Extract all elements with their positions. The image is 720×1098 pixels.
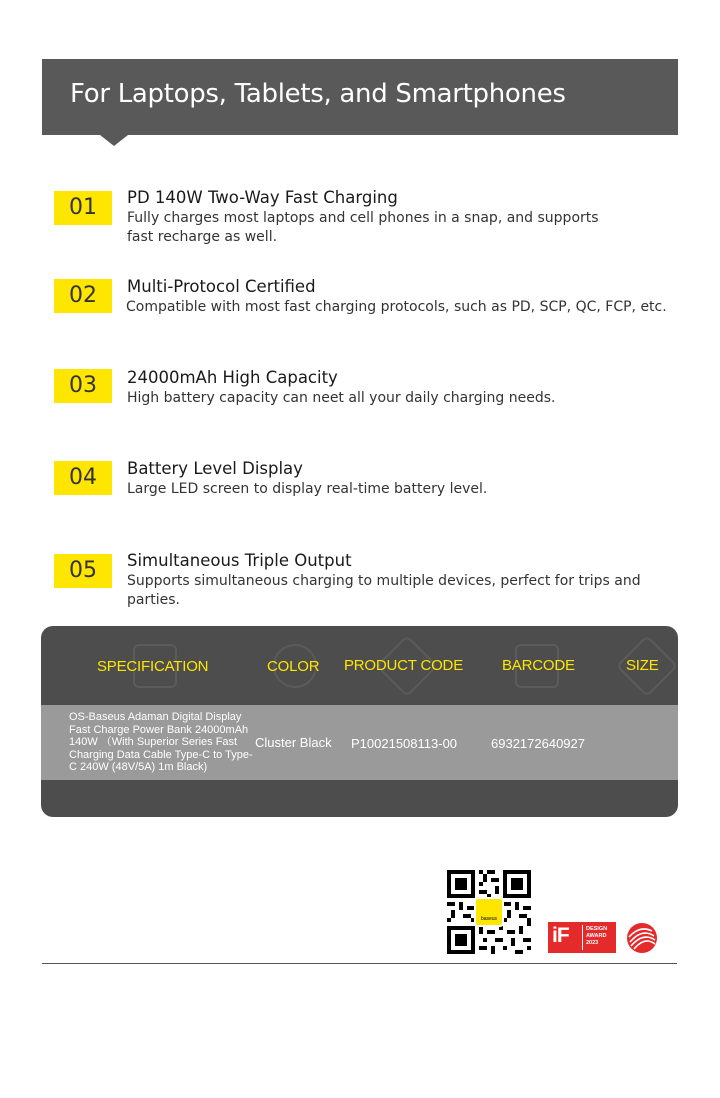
feature-description: High battery capacity can neet all your daily charging needs. (127, 390, 556, 406)
feature-title: Simultaneous Triple Output (127, 551, 352, 570)
if-logo-line: AWARD (586, 933, 607, 939)
table-row (41, 705, 678, 780)
feature-number-badge: 02 (54, 279, 112, 313)
header-size: SIZE (626, 657, 659, 674)
baseus-logo-text: baseus (480, 916, 498, 922)
if-logo-line: 2023 (586, 940, 599, 946)
baseus-logo-icon (474, 897, 504, 927)
if-design-award-logo (548, 922, 616, 953)
feature-title: 24000mAh High Capacity (127, 368, 338, 387)
header-color: COLOR (267, 658, 320, 675)
spec-table-header (41, 626, 678, 705)
feature-number-badge: 04 (54, 461, 112, 495)
feature-number-badge: 01 (54, 191, 112, 225)
feature-description: Large LED screen to display real-time battery level. (127, 481, 488, 497)
feature-number-badge: 03 (54, 369, 112, 403)
feature-description: Fully charges most laptops and cell phones in a snap, and supports fast recharge as well. (127, 210, 599, 245)
if-logo-caption (586, 926, 607, 947)
banner-title: For Laptops, Tablets, and Smartphones (70, 79, 566, 109)
if-logo-line: DESIGN (586, 926, 608, 932)
cell-barcode: 6932172640927 (491, 736, 585, 751)
if-logo-divider (582, 925, 583, 950)
if-logo-letters: iF (552, 924, 569, 947)
feature-description: Compatible with most fast charging protocols, such as PD, SCP, QC, FCP, etc. (126, 299, 667, 315)
banner-pointer-arrow (100, 135, 128, 146)
footer-divider (42, 963, 677, 964)
cell-color: Cluster Black (255, 735, 332, 750)
header-banner (42, 59, 678, 135)
cell-product-code: P10021508113-00 (351, 736, 458, 751)
feature-title: Multi-Protocol Certified (127, 277, 316, 296)
cell-specification: OS-Baseus Adaman Digital Display Fast Charge Power Bank 24000mAh 140W （With Superior Series Fast Charging Data Cable Type-C to Type-C 240W (48V/5A) 1m Black) (69, 711, 253, 773)
feature-title: PD 140W Two-Way Fast Charging (127, 188, 398, 207)
qr-code[interactable] (447, 870, 531, 954)
feature-description: Supports simultaneous charging to multiple devices, perfect for trips and parties. (127, 573, 641, 608)
feature-number-badge: 05 (54, 554, 112, 588)
header-barcode: BARCODE (502, 657, 575, 674)
header-specification: SPECIFICATION (97, 658, 209, 675)
feature-title: Battery Level Display (127, 459, 303, 478)
red-dot-award-icon (626, 922, 658, 954)
specification-table (41, 626, 678, 817)
header-product-code: PRODUCT CODE (344, 657, 463, 674)
